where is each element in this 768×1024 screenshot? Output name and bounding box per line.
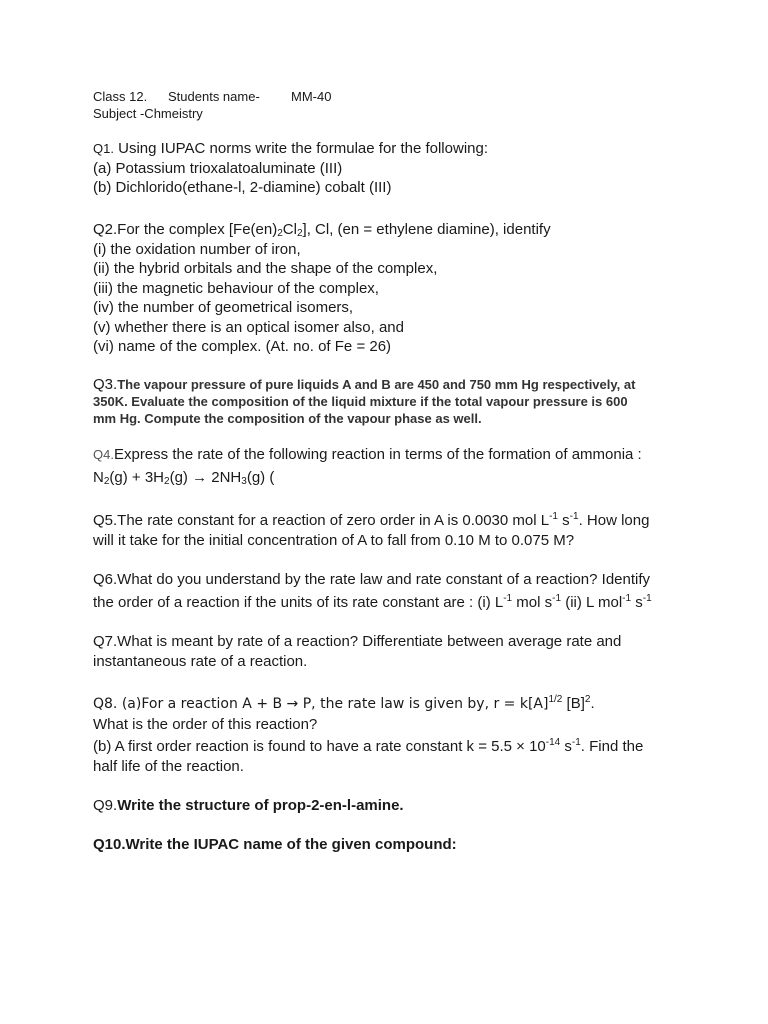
header [93,88,331,122]
q1-part-a: (a) Potassium trioxalatoaluminate (III) [93,159,343,177]
question-8 [93,694,683,776]
q2-stem: Q2.For the complex $[Fe(en)_2Cl_2]$, Cl, (en = ethylene diamine), identify [93,221,551,239]
q6-line-2: the order of a reaction if the units of its rate constant are : (i) $L^{-1}$ mol $s^{-1}$ (ii) L mol$^{-1}$ $s^{-1}$ [93,592,652,611]
question-2 [93,220,683,357]
q1-number: Q1. [93,141,114,156]
question-10 [93,835,683,855]
q2-item: (i) the oxidation number of iron, [93,240,301,258]
q1-part-b: (b) Dichlorido(ethane-l, 2-diamine) cobalt (III) [93,179,392,196]
q8-line-4: half life of the reaction. [93,757,244,775]
max-marks-label: MM-40 [291,89,332,104]
question-3 [93,376,683,427]
q2-item: (iv) the number of geometrical isomers, [93,299,354,316]
question-5 [93,511,683,550]
q8-line-1: Q8. (a)For a reaction A + B → P, the rate law is given by, $r = k[A]^{1/2}$ $[B]^2$. [93,694,595,712]
question-1 [93,139,683,198]
q3-line-3: mm Hg. Compute the composition of the vapour phase as well. [93,411,482,426]
q3-number: Q3. [93,376,118,393]
q7-line-1: Q7.What is meant by rate of a reaction? Differentiate between average rate and [93,633,622,650]
q2-item: (iii) the magnetic behaviour of the complex, [93,279,379,297]
q4-equation: $N_2(g) + 3H_2(g) \to 2NH_3(g)$ ( [93,468,275,487]
q3-line-2: 350K. Evaluate the composition of the liquid mixture if the total vapour pressure is 600 [93,394,628,409]
q8-part-b: (b) A first order reaction is found to have a rate constant $k = 5.5 \times 10^{-14}$ $s^{-1}$. Find the [93,737,644,755]
q9-number: Q9. [93,797,118,814]
q1-text: Using IUPAC norms write the formulae for the following: [113,140,489,157]
q4-number: Q4. [93,447,114,462]
q5-line-1: Q5.The rate constant for a reaction of zero order in A is 0.0030 mol $L^{-1}$ $s^{-1}$. How long [93,511,650,529]
q9-text: Write the structure of prop-2-en-l-amine. [117,797,404,814]
q6-line-1: Q6.What do you understand by the rate law and rate constant of a reaction? Identify [93,571,651,588]
question-7 [93,632,683,671]
q2-item: (vi) name of the complex. (At. no. of Fe = 26) [93,338,392,355]
q7-line-2: instantaneous rate of a reaction. [93,652,308,670]
subject-label: Subject -Chmeistry [93,106,203,121]
question-6 [93,570,683,612]
q5-line-2: will it take for the initial concentration of A to fall from 0.10 M to 0.075 M? [93,531,575,549]
header-row [93,88,331,105]
q4-text: Express the rate of the following reaction in terms of the formation of ammonia : [113,446,642,463]
q10-text: Q10.Write the IUPAC name of the given compound: [93,836,457,853]
q2-item: (ii) the hybrid orbitals and the shape of the complex, [93,260,438,277]
class-label: Class 12. [93,89,148,104]
question-4 [93,445,683,487]
question-9 [93,796,683,816]
q8-line-2: What is the order of this reaction? [93,715,318,733]
q2-item: (v) whether there is an optical isomer also, and [93,318,404,336]
student-name-label: Students name- [168,89,260,104]
q3-line-1: The vapour pressure of pure liquids A and B are 450 and 750 mm Hg respectively, at [117,377,636,392]
